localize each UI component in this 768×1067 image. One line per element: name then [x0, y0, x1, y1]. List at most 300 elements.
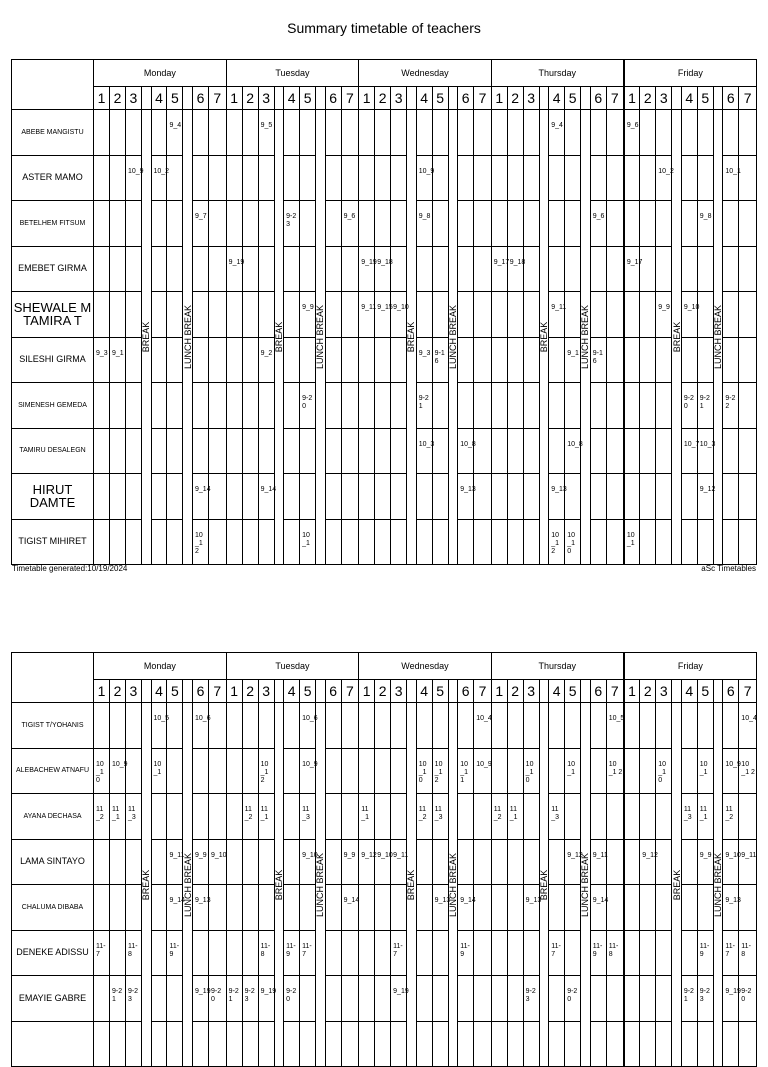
timetable-cell[interactable]: [697, 474, 716, 520]
timetable-cell[interactable]: [723, 519, 739, 565]
timetable-cell[interactable]: [151, 474, 167, 520]
timetable-cell[interactable]: [325, 976, 341, 1022]
timetable-cell[interactable]: [109, 110, 125, 156]
timetable-cell[interactable]: [359, 201, 375, 247]
timetable-cell[interactable]: [151, 794, 167, 840]
timetable-cell[interactable]: [391, 519, 407, 565]
timetable-cell[interactable]: [590, 885, 609, 931]
timetable-cell[interactable]: [300, 976, 316, 1022]
timetable-cell[interactable]: [681, 519, 697, 565]
timetable-cell[interactable]: [359, 703, 375, 749]
timetable-cell[interactable]: [208, 748, 226, 794]
timetable-cell[interactable]: [325, 794, 341, 840]
timetable-cell[interactable]: [606, 976, 624, 1022]
timetable-cell[interactable]: [300, 201, 316, 247]
timetable-cell[interactable]: [94, 703, 110, 749]
timetable-cell[interactable]: [523, 748, 539, 794]
timetable-cell[interactable]: [474, 292, 492, 338]
timetable-cell[interactable]: [151, 292, 167, 338]
timetable-cell[interactable]: [723, 428, 739, 474]
timetable-cell[interactable]: [624, 976, 640, 1022]
timetable-cell[interactable]: [375, 474, 391, 520]
timetable-cell[interactable]: [432, 155, 448, 201]
timetable-cell[interactable]: [325, 839, 341, 885]
timetable-cell[interactable]: [359, 930, 375, 976]
timetable-cell[interactable]: [109, 383, 125, 429]
timetable-cell[interactable]: [739, 748, 757, 794]
timetable-cell[interactable]: [723, 703, 739, 749]
timetable-cell[interactable]: [624, 110, 640, 156]
timetable-cell[interactable]: [94, 292, 110, 338]
timetable-cell[interactable]: [523, 794, 539, 840]
timetable-cell[interactable]: [284, 337, 300, 383]
timetable-cell[interactable]: [565, 474, 581, 520]
timetable-cell[interactable]: [565, 885, 581, 931]
timetable-cell[interactable]: [416, 383, 432, 429]
timetable-cell[interactable]: [681, 748, 697, 794]
timetable-cell[interactable]: [300, 110, 316, 156]
timetable-cell[interactable]: [151, 519, 167, 565]
timetable-cell[interactable]: [606, 474, 624, 520]
timetable-cell[interactable]: [491, 201, 507, 247]
timetable-cell[interactable]: [167, 519, 183, 565]
timetable-cell[interactable]: [109, 976, 125, 1022]
timetable-cell[interactable]: [458, 292, 474, 338]
timetable-cell[interactable]: [640, 885, 656, 931]
timetable-cell[interactable]: [284, 519, 300, 565]
timetable-cell[interactable]: [341, 337, 359, 383]
timetable-cell[interactable]: [109, 885, 125, 931]
timetable-cell[interactable]: [739, 794, 757, 840]
timetable-cell[interactable]: [565, 748, 581, 794]
timetable-cell[interactable]: [624, 703, 640, 749]
timetable-cell[interactable]: [474, 428, 492, 474]
timetable-cell[interactable]: [151, 839, 167, 885]
timetable-cell[interactable]: [258, 930, 274, 976]
timetable-cell[interactable]: [507, 839, 523, 885]
timetable-cell[interactable]: [284, 110, 300, 156]
timetable-cell[interactable]: [341, 976, 359, 1022]
timetable-cell[interactable]: [300, 246, 316, 292]
timetable-cell[interactable]: [656, 794, 672, 840]
timetable-cell[interactable]: [590, 748, 606, 794]
timetable-cell[interactable]: [739, 474, 757, 520]
timetable-cell[interactable]: [474, 155, 492, 201]
timetable-cell[interactable]: [491, 337, 507, 383]
timetable-cell[interactable]: [125, 519, 141, 565]
timetable-cell[interactable]: [226, 519, 242, 565]
timetable-cell[interactable]: [458, 201, 474, 247]
timetable-cell[interactable]: [606, 383, 624, 429]
timetable-cell[interactable]: [300, 292, 316, 338]
timetable-cell[interactable]: [125, 474, 141, 520]
timetable-cell[interactable]: [681, 201, 697, 247]
timetable-cell[interactable]: [474, 110, 492, 156]
timetable-cell[interactable]: [432, 519, 448, 565]
timetable-cell[interactable]: [325, 748, 341, 794]
timetable-cell[interactable]: [723, 155, 739, 201]
timetable-cell[interactable]: [624, 201, 640, 247]
timetable-cell[interactable]: [491, 519, 507, 565]
timetable-cell[interactable]: [474, 519, 492, 565]
timetable-cell[interactable]: [258, 292, 274, 338]
timetable-cell[interactable]: [258, 383, 274, 429]
timetable-cell[interactable]: [681, 976, 697, 1022]
timetable-cell[interactable]: [258, 474, 277, 520]
timetable-cell[interactable]: [640, 794, 656, 840]
timetable-cell[interactable]: [109, 839, 125, 885]
timetable-cell[interactable]: [193, 110, 209, 156]
timetable-cell[interactable]: [193, 748, 209, 794]
timetable-cell[interactable]: [590, 292, 606, 338]
timetable-cell[interactable]: [590, 383, 606, 429]
timetable-cell[interactable]: [391, 794, 407, 840]
timetable-cell[interactable]: [590, 110, 606, 156]
timetable-cell[interactable]: [359, 292, 375, 338]
timetable-cell[interactable]: [341, 428, 359, 474]
timetable-cell[interactable]: [739, 155, 757, 201]
timetable-cell[interactable]: [94, 1021, 110, 1067]
timetable-cell[interactable]: [258, 703, 274, 749]
timetable-cell[interactable]: [258, 839, 274, 885]
timetable-cell[interactable]: [325, 110, 341, 156]
timetable-cell[interactable]: [226, 885, 242, 931]
timetable-cell[interactable]: [193, 794, 209, 840]
timetable-cell[interactable]: [300, 155, 316, 201]
timetable-cell[interactable]: [359, 1021, 375, 1067]
timetable-cell[interactable]: [624, 383, 640, 429]
timetable-cell[interactable]: [507, 155, 523, 201]
timetable-cell[interactable]: [226, 1021, 242, 1067]
timetable-cell[interactable]: [300, 703, 316, 749]
timetable-cell[interactable]: [375, 976, 391, 1022]
timetable-cell[interactable]: [208, 703, 226, 749]
timetable-cell[interactable]: [565, 976, 581, 1022]
timetable-cell[interactable]: [590, 155, 606, 201]
timetable-cell[interactable]: [606, 201, 624, 247]
timetable-cell[interactable]: [624, 155, 640, 201]
timetable-cell[interactable]: [226, 976, 242, 1022]
timetable-cell[interactable]: [624, 428, 640, 474]
timetable-cell[interactable]: [640, 839, 656, 885]
timetable-cell[interactable]: [193, 703, 209, 749]
timetable-cell[interactable]: [109, 337, 125, 383]
timetable-cell[interactable]: [242, 292, 258, 338]
timetable-cell[interactable]: [432, 474, 448, 520]
timetable-cell[interactable]: [565, 246, 581, 292]
timetable-cell[interactable]: [151, 201, 167, 247]
timetable-cell[interactable]: [606, 794, 624, 840]
timetable-cell[interactable]: [208, 474, 226, 520]
timetable-cell[interactable]: [151, 976, 167, 1022]
timetable-cell[interactable]: [94, 794, 110, 840]
timetable-cell[interactable]: [151, 930, 167, 976]
timetable-cell[interactable]: [208, 976, 226, 1022]
timetable-cell[interactable]: [507, 337, 523, 383]
timetable-cell[interactable]: [375, 519, 391, 565]
timetable-cell[interactable]: [565, 292, 581, 338]
timetable-cell[interactable]: [359, 976, 375, 1022]
timetable-cell[interactable]: [697, 428, 716, 474]
timetable-cell[interactable]: [681, 383, 697, 429]
timetable-cell[interactable]: [697, 976, 713, 1022]
timetable-cell[interactable]: [109, 748, 128, 794]
timetable-cell[interactable]: [242, 1021, 258, 1067]
timetable-cell[interactable]: [284, 748, 300, 794]
timetable-cell[interactable]: [208, 246, 226, 292]
timetable-cell[interactable]: [242, 794, 258, 840]
timetable-cell[interactable]: [151, 337, 167, 383]
timetable-cell[interactable]: [325, 519, 341, 565]
timetable-cell[interactable]: [723, 839, 739, 885]
timetable-cell[interactable]: [151, 155, 170, 201]
timetable-cell[interactable]: [226, 748, 242, 794]
timetable-cell[interactable]: [549, 155, 565, 201]
timetable-cell[interactable]: [242, 474, 258, 520]
timetable-cell[interactable]: [391, 337, 407, 383]
timetable-cell[interactable]: [624, 839, 640, 885]
timetable-cell[interactable]: [167, 976, 183, 1022]
timetable-cell[interactable]: [151, 383, 167, 429]
timetable-cell[interactable]: [94, 383, 110, 429]
timetable-cell[interactable]: [491, 930, 507, 976]
timetable-cell[interactable]: [325, 246, 341, 292]
timetable-cell[interactable]: [549, 474, 565, 520]
timetable-cell[interactable]: [151, 246, 167, 292]
timetable-cell[interactable]: [624, 337, 640, 383]
timetable-cell[interactable]: [193, 383, 209, 429]
timetable-cell[interactable]: [491, 428, 507, 474]
timetable-cell[interactable]: [242, 839, 258, 885]
timetable-cell[interactable]: [208, 337, 226, 383]
timetable-cell[interactable]: [523, 428, 539, 474]
timetable-cell[interactable]: [193, 201, 209, 247]
timetable-cell[interactable]: [640, 474, 656, 520]
timetable-cell[interactable]: [590, 201, 606, 247]
timetable-cell[interactable]: [125, 839, 141, 885]
timetable-cell[interactable]: [258, 976, 277, 1022]
timetable-cell[interactable]: [416, 428, 435, 474]
timetable-cell[interactable]: [624, 930, 640, 976]
timetable-cell[interactable]: [325, 292, 341, 338]
timetable-cell[interactable]: [391, 383, 407, 429]
timetable-cell[interactable]: [416, 292, 432, 338]
timetable-cell[interactable]: [474, 976, 492, 1022]
timetable-cell[interactable]: [284, 474, 300, 520]
timetable-cell[interactable]: [549, 839, 565, 885]
timetable-cell[interactable]: [242, 246, 258, 292]
timetable-cell[interactable]: [507, 976, 523, 1022]
timetable-cell[interactable]: [474, 474, 492, 520]
timetable-cell[interactable]: [416, 703, 432, 749]
timetable-cell[interactable]: [697, 383, 713, 429]
timetable-cell[interactable]: [359, 519, 375, 565]
timetable-cell[interactable]: [125, 428, 141, 474]
timetable-cell[interactable]: [565, 110, 581, 156]
timetable-cell[interactable]: [341, 110, 359, 156]
timetable-cell[interactable]: [656, 748, 672, 794]
timetable-cell[interactable]: [375, 839, 391, 885]
timetable-cell[interactable]: [565, 703, 581, 749]
timetable-cell[interactable]: [375, 428, 391, 474]
timetable-cell[interactable]: [656, 201, 672, 247]
timetable-cell[interactable]: [640, 155, 656, 201]
timetable-cell[interactable]: [723, 748, 739, 794]
timetable-cell[interactable]: [697, 839, 713, 885]
timetable-cell[interactable]: [226, 155, 242, 201]
timetable-cell[interactable]: [656, 428, 672, 474]
timetable-cell[interactable]: [432, 839, 448, 885]
timetable-cell[interactable]: [125, 930, 141, 976]
timetable-cell[interactable]: [590, 337, 606, 383]
timetable-cell[interactable]: [640, 1021, 656, 1067]
timetable-cell[interactable]: [681, 1021, 697, 1067]
timetable-cell[interactable]: [391, 292, 407, 338]
timetable-cell[interactable]: [523, 839, 539, 885]
timetable-cell[interactable]: [606, 337, 624, 383]
timetable-cell[interactable]: [325, 337, 341, 383]
timetable-cell[interactable]: [491, 748, 507, 794]
timetable-cell[interactable]: [325, 1021, 341, 1067]
timetable-cell[interactable]: [325, 383, 341, 429]
timetable-cell[interactable]: [300, 474, 316, 520]
timetable-cell[interactable]: [125, 155, 144, 201]
timetable-cell[interactable]: [300, 337, 316, 383]
timetable-cell[interactable]: [375, 748, 391, 794]
timetable-cell[interactable]: [491, 885, 507, 931]
timetable-cell[interactable]: [507, 519, 523, 565]
timetable-cell[interactable]: [432, 976, 448, 1022]
timetable-cell[interactable]: [284, 976, 300, 1022]
timetable-cell[interactable]: [226, 383, 242, 429]
timetable-cell[interactable]: [491, 1021, 507, 1067]
timetable-cell[interactable]: [624, 292, 640, 338]
timetable-cell[interactable]: [565, 337, 581, 383]
timetable-cell[interactable]: [474, 201, 492, 247]
timetable-cell[interactable]: [656, 292, 672, 338]
timetable-cell[interactable]: [109, 519, 125, 565]
timetable-cell[interactable]: [193, 337, 209, 383]
timetable-cell[interactable]: [258, 337, 274, 383]
timetable-cell[interactable]: [624, 885, 640, 931]
timetable-cell[interactable]: [167, 748, 183, 794]
timetable-cell[interactable]: [474, 748, 492, 794]
timetable-cell[interactable]: [242, 428, 258, 474]
timetable-cell[interactable]: [416, 885, 432, 931]
timetable-cell[interactable]: [167, 428, 183, 474]
timetable-cell[interactable]: [359, 246, 375, 292]
timetable-cell[interactable]: [226, 201, 242, 247]
timetable-cell[interactable]: [258, 748, 274, 794]
timetable-cell[interactable]: [681, 246, 697, 292]
timetable-cell[interactable]: [125, 337, 141, 383]
timetable-cell[interactable]: [341, 383, 359, 429]
timetable-cell[interactable]: [193, 246, 209, 292]
timetable-cell[interactable]: [109, 1021, 125, 1067]
timetable-cell[interactable]: [226, 839, 242, 885]
timetable-cell[interactable]: [193, 519, 209, 565]
timetable-cell[interactable]: [474, 246, 492, 292]
timetable-cell[interactable]: [474, 930, 492, 976]
timetable-cell[interactable]: [375, 930, 391, 976]
timetable-cell[interactable]: [226, 337, 242, 383]
timetable-cell[interactable]: [375, 155, 391, 201]
timetable-cell[interactable]: [193, 885, 209, 931]
timetable-cell[interactable]: [151, 110, 167, 156]
timetable-cell[interactable]: [325, 201, 341, 247]
timetable-cell[interactable]: [284, 930, 300, 976]
timetable-cell[interactable]: [656, 246, 672, 292]
timetable-cell[interactable]: [458, 839, 474, 885]
timetable-cell[interactable]: [549, 885, 565, 931]
timetable-cell[interactable]: [590, 930, 606, 976]
timetable-cell[interactable]: [167, 885, 186, 931]
timetable-cell[interactable]: [341, 155, 359, 201]
timetable-cell[interactable]: [549, 1021, 565, 1067]
timetable-cell[interactable]: [681, 110, 697, 156]
timetable-cell[interactable]: [258, 428, 274, 474]
timetable-cell[interactable]: [474, 383, 492, 429]
timetable-cell[interactable]: [697, 155, 713, 201]
timetable-cell[interactable]: [432, 246, 448, 292]
timetable-cell[interactable]: [681, 337, 697, 383]
timetable-cell[interactable]: [507, 1021, 523, 1067]
timetable-cell[interactable]: [242, 930, 258, 976]
timetable-cell[interactable]: [208, 1021, 226, 1067]
timetable-cell[interactable]: [507, 383, 523, 429]
timetable-cell[interactable]: [606, 519, 624, 565]
timetable-cell[interactable]: [458, 703, 474, 749]
timetable-cell[interactable]: [258, 519, 274, 565]
timetable-cell[interactable]: [458, 337, 474, 383]
timetable-cell[interactable]: [656, 155, 672, 201]
timetable-cell[interactable]: [193, 976, 209, 1022]
timetable-cell[interactable]: [458, 155, 474, 201]
timetable-cell[interactable]: [523, 519, 539, 565]
timetable-cell[interactable]: [739, 383, 757, 429]
timetable-cell[interactable]: [109, 292, 125, 338]
timetable-cell[interactable]: [341, 703, 359, 749]
timetable-cell[interactable]: [723, 292, 739, 338]
timetable-cell[interactable]: [109, 930, 125, 976]
timetable-cell[interactable]: [391, 474, 407, 520]
timetable-cell[interactable]: [697, 201, 713, 247]
timetable-cell[interactable]: [681, 292, 700, 338]
timetable-cell[interactable]: [208, 839, 226, 885]
timetable-cell[interactable]: [523, 1021, 539, 1067]
timetable-cell[interactable]: [151, 1021, 167, 1067]
timetable-cell[interactable]: [167, 794, 183, 840]
timetable-cell[interactable]: [491, 976, 507, 1022]
timetable-cell[interactable]: [341, 201, 359, 247]
timetable-cell[interactable]: [375, 885, 391, 931]
timetable-cell[interactable]: [590, 246, 606, 292]
timetable-cell[interactable]: [640, 976, 656, 1022]
timetable-cell[interactable]: [300, 519, 316, 565]
timetable-cell[interactable]: [125, 246, 141, 292]
timetable-cell[interactable]: [167, 1021, 183, 1067]
timetable-cell[interactable]: [242, 748, 258, 794]
timetable-cell[interactable]: [640, 748, 656, 794]
timetable-cell[interactable]: [94, 201, 110, 247]
timetable-cell[interactable]: [474, 885, 492, 931]
timetable-cell[interactable]: [549, 703, 565, 749]
timetable-cell[interactable]: [491, 839, 507, 885]
timetable-cell[interactable]: [697, 794, 713, 840]
timetable-cell[interactable]: [125, 1021, 141, 1067]
timetable-cell[interactable]: [458, 474, 474, 520]
timetable-cell[interactable]: [549, 246, 565, 292]
